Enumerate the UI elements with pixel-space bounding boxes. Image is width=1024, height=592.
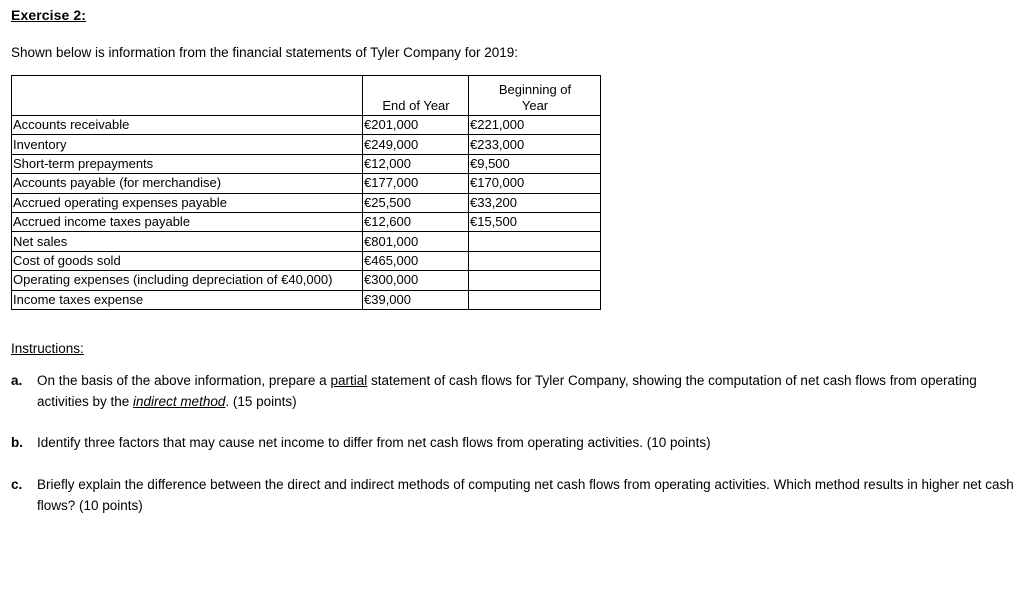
table-row xyxy=(12,193,601,212)
item-c-text: Briefly explain the difference between the direct and indirect methods of computing net cash flows from operating activities. Which method results in higher net cash flows? (10 points) xyxy=(37,477,1014,513)
table-row xyxy=(12,154,601,173)
table-row xyxy=(12,174,601,193)
row-end-value: €12,000 xyxy=(363,154,469,173)
row-begin-value: €170,000 xyxy=(469,174,601,193)
header-blank-cell xyxy=(12,76,363,116)
item-b-text: Identify three factors that may cause net income to differ from net cash flows from operating activities. (10 points) xyxy=(37,435,711,450)
row-label: Accrued operating expenses payable xyxy=(12,193,363,212)
row-label: Accounts payable (for merchandise) xyxy=(12,174,363,193)
table-row xyxy=(12,116,601,135)
row-begin-value: €9,500 xyxy=(469,154,601,173)
intro-text: Shown below is information from the financial statements of Tyler Company for 2019: xyxy=(11,45,519,60)
row-begin-value: €15,500 xyxy=(469,212,601,231)
row-label: Short-term prepayments xyxy=(12,154,363,173)
row-begin-value: €233,000 xyxy=(469,135,601,154)
item-c-label: c. xyxy=(11,477,23,492)
table-row xyxy=(12,290,601,309)
row-end-value: €201,000 xyxy=(363,116,469,135)
row-begin-value xyxy=(469,232,601,251)
table-row xyxy=(12,251,601,270)
row-end-value: €249,000 xyxy=(363,135,469,154)
row-label: Net sales xyxy=(12,232,363,251)
header-beginning-of-year xyxy=(469,76,601,116)
item-a-label: a. xyxy=(11,373,23,388)
row-begin-value: €221,000 xyxy=(469,116,601,135)
instructions-title: Instructions: xyxy=(11,341,84,356)
row-label: Inventory xyxy=(12,135,363,154)
item-a-text-1: On the basis of the above information, prepare a xyxy=(37,373,331,388)
row-begin-value xyxy=(469,290,601,309)
table-header-row xyxy=(12,76,601,116)
row-label: Accounts receivable xyxy=(12,116,363,135)
instruction-item-b xyxy=(11,432,1016,453)
row-begin-value xyxy=(469,271,601,290)
row-end-value: €801,000 xyxy=(363,232,469,251)
row-label: Cost of goods sold xyxy=(12,251,363,270)
row-end-value: €25,500 xyxy=(363,193,469,212)
row-label: Income taxes expense xyxy=(12,290,363,309)
item-a-emphasis-indirect-method: indirect method xyxy=(133,394,226,409)
header-beginning-line2: Year xyxy=(521,98,549,113)
item-a-text xyxy=(37,370,1016,412)
row-end-value: €177,000 xyxy=(363,174,469,193)
instruction-item-a xyxy=(11,370,1016,412)
table-row xyxy=(12,232,601,251)
row-begin-value: €33,200 xyxy=(469,193,601,212)
row-end-value: €465,000 xyxy=(363,251,469,270)
row-end-value: €12,600 xyxy=(363,212,469,231)
row-label: Accrued income taxes payable xyxy=(12,212,363,231)
row-end-value: €39,000 xyxy=(363,290,469,309)
exercise-heading: Exercise 2: xyxy=(11,7,87,23)
item-b-label: b. xyxy=(11,435,23,450)
row-label: Operating expenses (including depreciation of €40,000) xyxy=(12,271,363,290)
table-row xyxy=(12,271,601,290)
item-a-emphasis-partial: partial xyxy=(330,373,368,388)
row-end-value: €300,000 xyxy=(363,271,469,290)
item-a-text-3: . (15 points) xyxy=(225,394,297,409)
financial-data-table xyxy=(11,75,601,310)
header-beginning-line1: Beginning of xyxy=(498,82,572,97)
table-row xyxy=(12,135,601,154)
row-begin-value xyxy=(469,251,601,270)
instruction-item-c xyxy=(11,474,1016,516)
item-a-text-2: statement of cash flows for Tyler Company, showing the computation of net cash flows from operating activities by the xyxy=(37,373,977,409)
header-end-of-year: End of Year xyxy=(363,76,469,116)
table-row xyxy=(12,212,601,231)
